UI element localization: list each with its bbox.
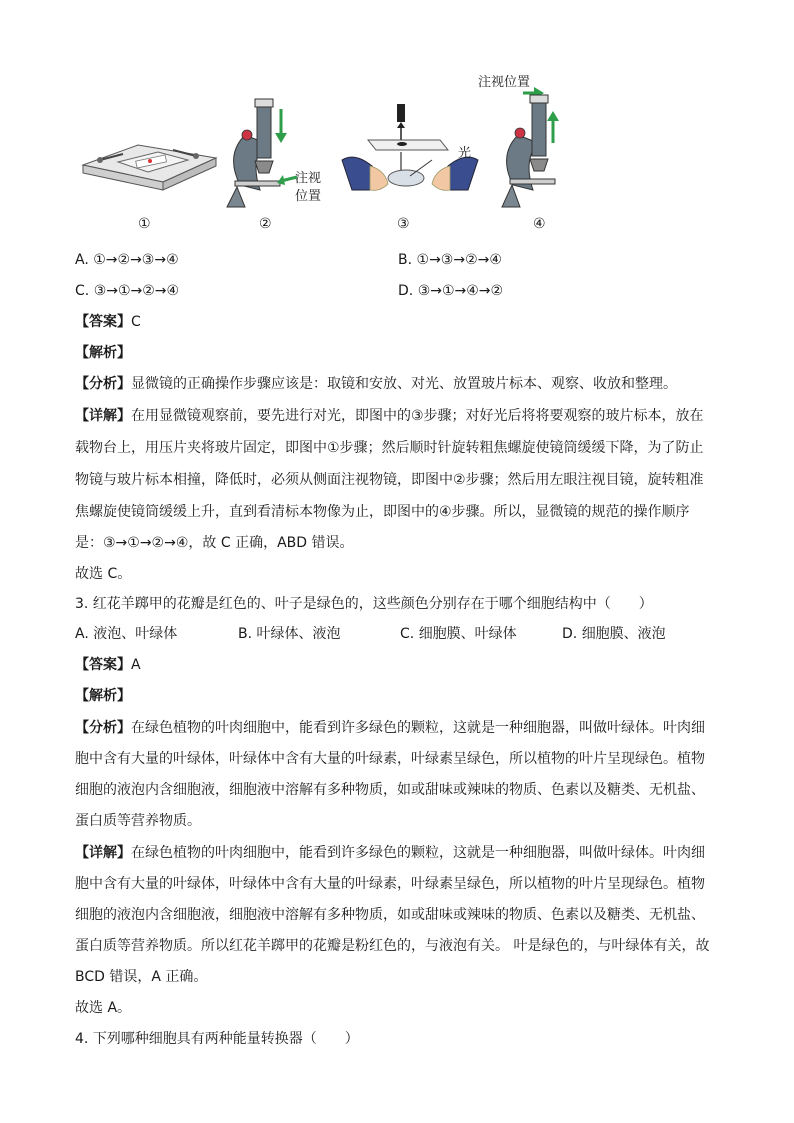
top-watch-label: 注视位置 bbox=[478, 75, 531, 90]
q3-option-a-text: 液泡、叶绿体 bbox=[93, 626, 178, 642]
figure-step-2 bbox=[225, 95, 335, 215]
q3-fenxi-text-1: 在绿色植物的叶肉细胞中，能看到许多绿色的颗粒，这就是一种细胞器，叫做叶绿体。叶肉细 bbox=[131, 720, 705, 736]
q2-xiangjie-line-2: 载物台上，用压片夹将玻片固定，即图中①步骤；然后顺时针旋转粗焦螺旋使镜筒缓缓下降，为了防止 bbox=[75, 440, 704, 456]
q2-option-b-text: ①→③→②→④ bbox=[416, 252, 502, 268]
figure-step-3 bbox=[340, 100, 480, 205]
q3-option-d bbox=[562, 624, 666, 644]
microscope-stage-illustration bbox=[78, 120, 218, 200]
q2-xiangjie-label: 【详解】 bbox=[75, 408, 131, 424]
q2-fenxi-text: 显微镜的正确操作步骤应该是：取镜和安放、对光、放置玻片标本、观察、收放和整理。 bbox=[131, 376, 677, 392]
q3-xiangjie-line-3: 细胞的液泡内含细胞液，细胞液中溶解有多种物质，如或甜味或辣味的物质、色素以及糖类、无机盐、 bbox=[75, 907, 705, 923]
q3-option-a-letter: A. bbox=[75, 626, 89, 642]
q2-answer-label: 【答案】 bbox=[75, 314, 131, 330]
q2-option-a bbox=[75, 250, 179, 270]
q2-option-c bbox=[75, 281, 179, 301]
q2-answer bbox=[75, 312, 141, 332]
q3-option-c-text: 细胞膜、叶绿体 bbox=[418, 626, 517, 642]
q3-option-b-letter: B. bbox=[238, 626, 253, 642]
side-watch-label-line2: 位置 bbox=[295, 189, 322, 204]
q3-xiangjie-line-4: 蛋白质等营养物质。所以红花羊踯甲的花瓣是粉红色的，与液泡有关。 叶是绿色的，与叶绿体有关，故 bbox=[75, 938, 710, 954]
q2-option-b bbox=[398, 250, 502, 270]
q2-option-c-letter: C. bbox=[75, 283, 90, 299]
microscope-raising-illustration bbox=[478, 75, 598, 215]
q3-xiangjie-label: 【详解】 bbox=[75, 845, 131, 861]
q3-option-b bbox=[238, 624, 341, 644]
q2-conclusion: 故选 C。 bbox=[75, 566, 132, 582]
q2-option-c-text: ③→①→②→④ bbox=[93, 283, 180, 299]
q2-option-d-text: ③→①→④→② bbox=[417, 283, 504, 299]
side-watch-label-line1: 注视 bbox=[295, 171, 322, 186]
q3-xiangjie-line-2: 胞中含有大量的叶绿体，叶绿体中含有大量的叶绿素，叶绿素呈绿色，所以植物的叶片呈现绿色。植物 bbox=[75, 876, 705, 892]
q3-answer-label: 【答案】 bbox=[75, 657, 131, 673]
q3-option-c-letter: C. bbox=[400, 626, 415, 642]
q2-xiangjie-line-3: 物镜与玻片标本相撞，降低时，必须从侧面注视物镜，即图中②步骤；然后用左眼注视目镜，旋转粗准 bbox=[75, 472, 704, 488]
q2-option-d bbox=[398, 281, 503, 301]
q3-answer bbox=[75, 655, 141, 675]
q2-answer-value: C bbox=[131, 314, 141, 330]
q3-answer-value: A bbox=[131, 657, 141, 673]
q2-xiangjie-line-4: 焦螺旋使镜筒缓缓上升，直到看清标本物像为止，即图中的④步骤。所以，显微镜的规范的操作顺序 bbox=[75, 504, 690, 520]
figure-number-4: ④ bbox=[533, 216, 546, 232]
light-label: 光 bbox=[458, 146, 472, 161]
figure-number-1: ① bbox=[138, 216, 151, 232]
q3-xiangjie-line-1 bbox=[75, 843, 705, 863]
q3-stem: 3. 红花羊踯甲的花瓣是红色的、叶子是绿色的，这些颜色分别存在于哪个细胞结构中（ ） bbox=[75, 596, 653, 612]
q3-fenxi-line-1 bbox=[75, 718, 705, 738]
q3-option-d-letter: D. bbox=[562, 626, 578, 642]
q3-analysis-label: 【解析】 bbox=[75, 688, 131, 704]
q3-fenxi-label: 【分析】 bbox=[75, 720, 131, 736]
figure-number-2: ② bbox=[259, 216, 272, 232]
q3-fenxi-line-2: 胞中含有大量的叶绿体，叶绿体中含有大量的叶绿素，叶绿素呈绿色，所以植物的叶片呈现绿色。植物 bbox=[75, 751, 705, 767]
q3-fenxi-line-4: 蛋白质等营养物质。 bbox=[75, 813, 201, 829]
q2-xiangjie-text-1: 在用显微镜观察前，要先进行对光，即图中的③步骤；对好光后将将要观察的玻片标本，放在 bbox=[131, 408, 704, 424]
q3-option-a bbox=[75, 624, 177, 644]
q3-conclusion: 故选 A。 bbox=[75, 1000, 132, 1016]
q2-analysis-label: 【解析】 bbox=[75, 345, 131, 361]
q3-fenxi-line-3: 细胞的液泡内含细胞液，细胞液中溶解有多种物质，如或甜味或辣味的物质、色素以及糖类、无机盐、 bbox=[75, 782, 705, 798]
q2-option-b-letter: B. bbox=[398, 252, 413, 268]
figure-step-4 bbox=[478, 75, 598, 215]
figure-step-1 bbox=[78, 120, 218, 200]
q3-option-c bbox=[400, 624, 517, 644]
q2-fenxi-label: 【分析】 bbox=[75, 376, 131, 392]
q2-xiangjie-line-1 bbox=[75, 406, 704, 426]
q2-xiangjie-line-5: 是：③→①→②→④，故 C 正确，ABD 错误。 bbox=[75, 535, 354, 551]
q3-xiangjie-line-5: BCD 错误，A 正确。 bbox=[75, 969, 208, 985]
q2-fenxi bbox=[75, 374, 677, 394]
q3-xiangjie-text-1: 在绿色植物的叶肉细胞中，能看到许多绿色的颗粒，这就是一种细胞器，叫做叶绿体。叶肉细 bbox=[131, 845, 705, 861]
figure-number-3: ③ bbox=[397, 216, 410, 232]
q3-option-d-text: 细胞膜、液泡 bbox=[581, 626, 666, 642]
q2-option-a-text: ①→②→③→④ bbox=[93, 252, 179, 268]
q2-option-a-letter: A. bbox=[75, 252, 89, 268]
q4-stem: 4. 下列哪种细胞具有两种能量转换器（ ） bbox=[75, 1031, 359, 1047]
q3-option-b-text: 叶绿体、液泡 bbox=[256, 626, 341, 642]
q2-option-d-letter: D. bbox=[398, 283, 414, 299]
